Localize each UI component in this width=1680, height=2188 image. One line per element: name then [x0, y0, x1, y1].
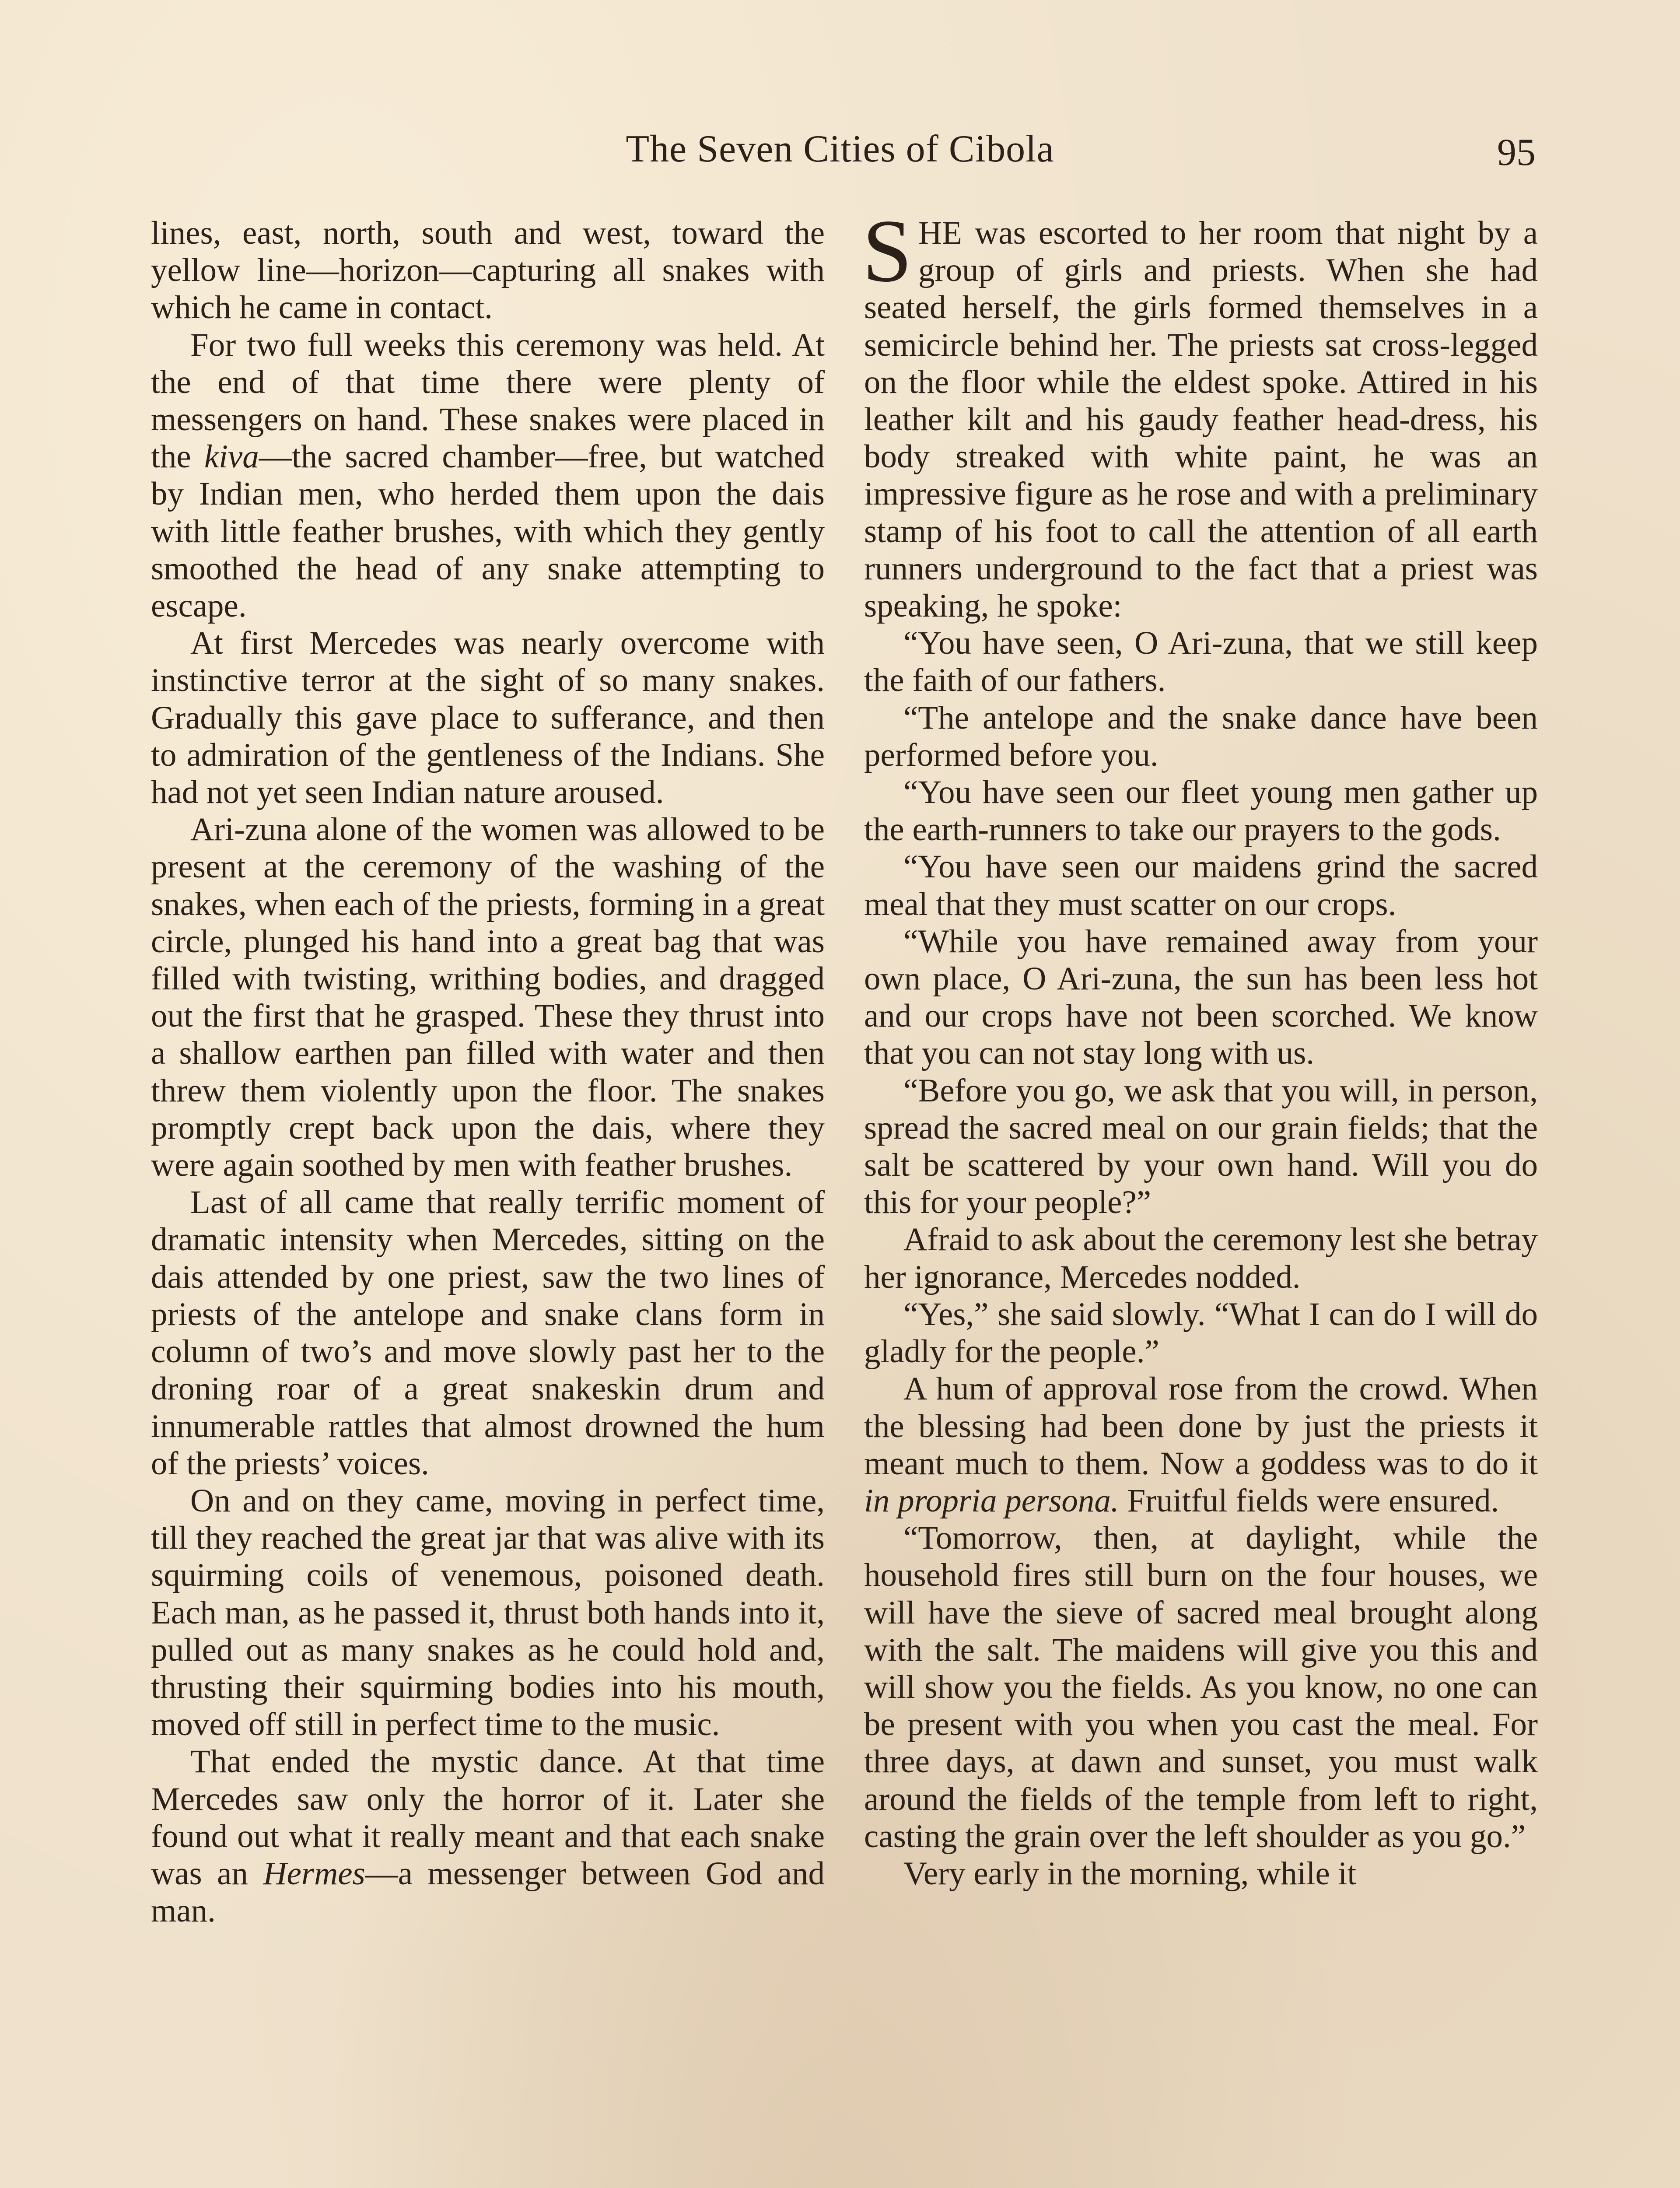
drop-cap: S — [862, 201, 913, 301]
paragraph: “Yes,” she said slowly. “What I can do I will do gladly for the people.” — [864, 1296, 1538, 1370]
paragraph: “While you have remained away from your own place, O Ari-zuna, the sun has been less hot and our crops have not been scorched. We know that you can not stay long with us. — [864, 923, 1538, 1072]
page-header — [144, 127, 1536, 193]
paragraph: “You have seen, O Ari-zuna, that we still keep the faith of our fathers. — [864, 625, 1538, 699]
paragraph: Very early in the morning, while it — [903, 1855, 1357, 1892]
italic-term: kiva — [204, 438, 259, 475]
paragraph: “The antelope and the snake dance have been performed before you. — [864, 699, 1538, 773]
page-number: 95 — [1497, 131, 1536, 174]
running-title: The Seven Cities of Cibola — [626, 128, 1054, 170]
italic-term: Hermes — [263, 1855, 365, 1892]
paragraph: Last of all came that really terrific moment of dramatic intensity when Mercedes, sitting on the dais attended by one priest, saw the two lines of priests of the antelope and snake clans form in column of two’s and move slowly past her to the droning roar of a great snakeskin drum and innumerable rattles that almost drowned the hum of the priests’ voices. — [151, 1184, 825, 1482]
paragraph: “You have seen our fleet young men gather up the earth-runners to take our prayers to the gods. — [864, 774, 1538, 848]
paragraph: “You have seen our maidens grind the sacred meal that they must scatter on our crops. — [864, 849, 1538, 922]
paragraph: That ended the mystic dance. At that time Mercedes saw only the horror of it. Later she found out what it really meant and that each snake was an Hermes—a messenger between God and man. — [151, 1743, 825, 1929]
paragraph: “Before you go, we ask that you will, in person, spread the sacred meal on our grain fields; that the salt be scattered by your own hand. Will you do this for your people?” — [864, 1072, 1538, 1221]
paragraph: “Tomorrow, then, at daylight, while the household fires still burn on the four houses, we will have the sieve of sacred meal brought along with the salt. The maidens will give you this and will show you the fields. As you know, no one can be present with you when you cast the meal. For three days, at dawn and sunset, you must walk around the fields of the temple from left to right, casting the grain over the left shoulder as you go.” — [864, 1520, 1538, 1855]
italic-term: in propria persona. — [864, 1482, 1119, 1519]
paragraph: Afraid to ask about the ceremony lest she betray her ignorance, Mercedes nodded. — [864, 1221, 1538, 1295]
right-column — [862, 201, 1538, 1892]
paragraph: Ari-zuna alone of the women was allowed to be present at the ceremony of the washing of the snakes, when each of the priests, forming in a great circle, plunged his hand into a great bag that was filled with twisting, writhing bodies, and dragged out the first that he grasped. These they thrust into a shallow earthen pan filled with water and then threw them violently upon the floor. The snakes promptly crept back upon the dais, where they were again soothed by men with feather brushes. — [151, 811, 825, 1184]
paragraph: For two full weeks this ceremony was held. At the end of that time there were plenty of messengers on hand. These snakes were placed in the kiva—the sacred chamber—free, but watched by Indian men, who herded them upon the dais with little feather brushes, with which they gently smoothed the head of any snake attempting to escape. — [151, 326, 825, 624]
opening-paragraph: SHE was escorted to her room that night by a group of girls and priests. When she had seated herself, the girls formed themselves in a semicircle behind her. The priests sat cross-legged on the floor while the eldest spoke. Attired in his leather kilt and his gaudy feather head-dress, his body streaked with white paint, he was an impressive figure as he rose and with a preliminary stamp of his foot to call the attention of all earth runners underground to the fact that a priest was speaking, he spoke: — [862, 201, 1538, 624]
paragraph: On and on they came, moving in perfect time, till they reached the great jar that was alive with its squirming coils of venemous, poisoned death. Each man, as he passed it, thrust both hands into it, pulled out as many snakes as he could hold and, thrusting their squirming bodies into his mouth, moved off still in perfect time to the music. — [151, 1482, 825, 1743]
paragraph: A hum of approval rose from the crowd. When the blessing had been done by just the priests it meant much to them. Now a goddess was to do it in propria persona. Fruitful fields were ensured. — [864, 1371, 1538, 1519]
paragraph: lines, east, north, south and west, toward the yellow line—horizon—capturing all snakes with which he came in contact. — [151, 215, 825, 326]
paragraph: At first Mercedes was nearly overcome with instinctive terror at the sight of so many snakes. Gradually this gave place to sufferance, and then to admiration of the gentleness of the Indians. She had not yet seen Indian nature aroused. — [151, 625, 825, 811]
left-column — [151, 214, 825, 1929]
